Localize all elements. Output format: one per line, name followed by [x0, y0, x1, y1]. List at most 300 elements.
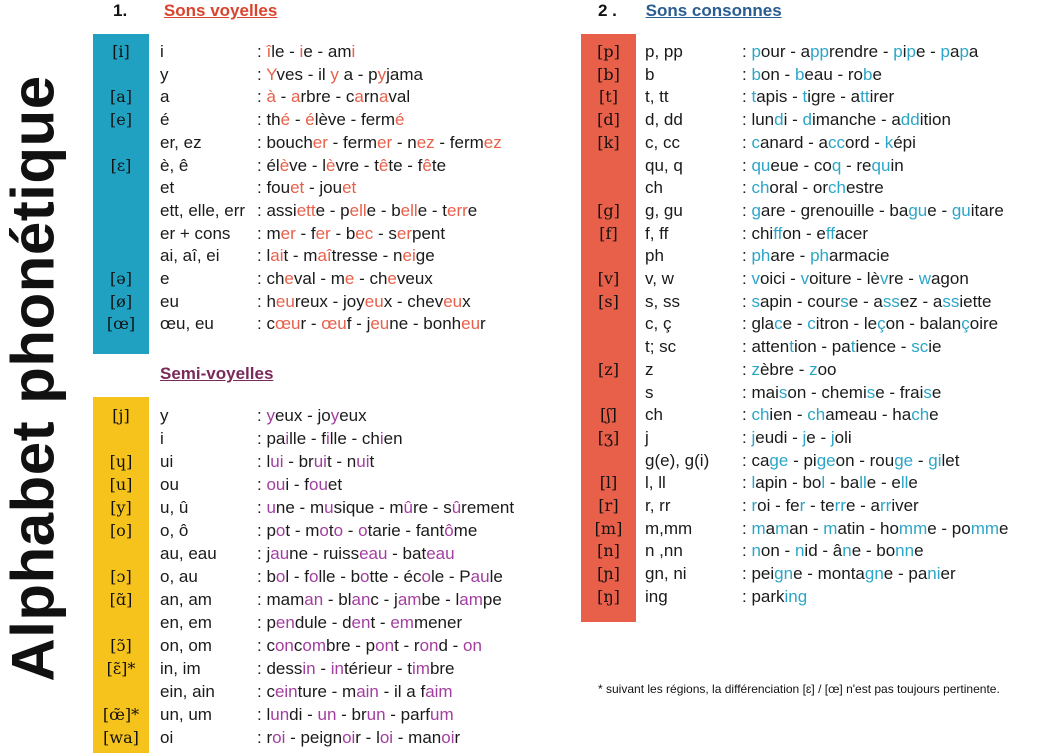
highlighted-letters: j [802, 427, 807, 447]
ipa-symbol: [ɔ] [110, 567, 132, 586]
highlighted-letters: ff [825, 223, 835, 243]
highlighted-letters: o [421, 567, 431, 586]
highlighted-letters: n [794, 541, 805, 561]
highlighted-letters: em [390, 613, 414, 632]
highlighted-letters: t [802, 87, 808, 107]
highlighted-letters: en [351, 613, 371, 632]
highlighted-letters: an [351, 590, 371, 609]
examples: : pour - apprendre - pipe - papa [742, 42, 979, 61]
highlighted-letters: ll [859, 473, 867, 493]
highlighted-letters: t [850, 337, 856, 357]
highlighted-letters: om [302, 636, 326, 655]
examples: : à - arbre - carnaval [257, 87, 411, 107]
highlighted-letters: cc [828, 132, 845, 152]
heading-vowels-number: 1. [113, 1, 128, 20]
grapheme: v, w [645, 269, 674, 288]
grapheme: qu, q [645, 155, 683, 175]
grapheme: n ,nn [645, 541, 683, 561]
ipa-symbol: [s] [598, 291, 619, 311]
highlighted-letters: p [959, 42, 969, 61]
highlighted-letters: err [446, 200, 468, 220]
highlighted-letters: ez [416, 132, 435, 152]
highlighted-letters: en [275, 613, 295, 632]
ipa-symbol: [ɲ] [597, 564, 620, 584]
highlighted-letters: ph [751, 246, 771, 266]
heading-vowels [113, 1, 277, 21]
grapheme: et [160, 178, 175, 198]
examples: : lundi - un - brun - parfum [257, 705, 454, 724]
highlighted-letters: œu [274, 314, 301, 334]
highlighted-letters: un [317, 705, 337, 724]
ipa-symbol: [k] [597, 132, 620, 152]
grapheme: é [160, 110, 170, 130]
highlighted-letters: on [375, 636, 395, 655]
highlighted-letters: v [800, 269, 810, 288]
examples: : heureux - joyeux - cheveux [257, 291, 471, 311]
highlighted-letters: ch [751, 178, 770, 198]
grapheme: b [645, 64, 655, 84]
grapheme: p, pp [645, 42, 683, 61]
highlighted-letters: i [299, 42, 304, 61]
grapheme: en, em [160, 613, 212, 632]
ipa-symbol: [ø] [109, 291, 133, 311]
highlighted-letters: ss [942, 291, 960, 311]
examples: : bon - beau - robe [742, 64, 882, 84]
grapheme: au, eau [160, 544, 217, 563]
grapheme: l, ll [645, 473, 666, 493]
examples: : phare - pharmacie [742, 246, 890, 266]
highlighted-letters: l [751, 473, 756, 493]
highlighted-letters: eu [364, 291, 384, 311]
examples: : chien - chameau - hache [742, 405, 939, 425]
grapheme: un, um [160, 705, 212, 724]
examples: : thé - élève - fermé [257, 110, 405, 130]
highlighted-letters: qu [751, 155, 771, 175]
highlighted-letters: eu [275, 291, 295, 311]
highlighted-letters: e [344, 269, 355, 288]
grapheme: ch [645, 405, 663, 425]
ipa-symbol: [l] [599, 473, 618, 493]
highlighted-letters: m [751, 518, 766, 538]
highlighted-letters: ss [882, 291, 900, 311]
highlighted-letters: er [280, 223, 296, 243]
examples: : cheval - me - cheveux [257, 269, 433, 288]
highlighted-letters: o [360, 567, 370, 586]
grapheme: y [160, 406, 169, 425]
highlighted-letters: gu [908, 200, 928, 220]
highlighted-letters: c [774, 314, 783, 334]
highlighted-letters: ll [900, 473, 909, 493]
examples: : élève - lèvre - tête - fête [257, 155, 447, 175]
highlighted-letters: w [918, 269, 931, 288]
highlighted-letters: i [379, 429, 384, 448]
highlighted-letters: s [840, 291, 849, 311]
highlighted-letters: ç [877, 314, 886, 334]
highlighted-letters: n [751, 541, 761, 561]
grapheme: c, ç [645, 314, 672, 334]
grapheme: ph [645, 246, 664, 266]
highlighted-letters: oi [272, 728, 286, 747]
highlighted-letters: k [884, 132, 894, 152]
examples: : pot - moto - otarie - fantôme [257, 521, 478, 540]
grapheme: oi [160, 728, 174, 747]
highlighted-letters: à [266, 87, 276, 107]
grapheme: ui [160, 452, 174, 471]
highlighted-letters: é [394, 110, 405, 130]
ipa-symbol: [t] [599, 87, 618, 107]
highlighted-letters: ge [894, 450, 914, 470]
ipa-symbol: [œ̃]* [102, 705, 140, 724]
highlighted-letters: aî [317, 246, 332, 266]
examples: : assiette - pelle - belle - terre [257, 200, 478, 220]
highlighted-letters: im [411, 659, 430, 678]
highlighted-letters: i [326, 429, 330, 448]
highlighted-letters: é [280, 110, 291, 130]
grapheme: s [645, 382, 654, 402]
highlighted-letters: am [459, 590, 483, 609]
highlighted-letters: on [463, 636, 482, 655]
ipa-symbol: [y] [110, 498, 132, 517]
highlighted-letters: ou [266, 475, 286, 494]
highlighted-letters: um [429, 705, 454, 724]
highlighted-letters: gn [864, 564, 884, 584]
grapheme: i [160, 429, 164, 448]
grapheme: s, ss [645, 291, 680, 311]
highlighted-letters: au [470, 567, 490, 586]
examples: : glace - citron - leçon - balançoire [742, 314, 999, 334]
examples: : oui - fouet [257, 475, 343, 494]
highlighted-letters: r [799, 496, 806, 515]
ipa-symbol: [ʒ] [597, 427, 620, 447]
highlighted-letters: et [290, 178, 305, 198]
grapheme: u, û [160, 498, 189, 517]
highlighted-letters: s [751, 291, 760, 311]
highlighted-letters: gu [951, 200, 971, 220]
ipa-symbol: [ʃ] [600, 405, 617, 425]
grapheme: y [160, 64, 169, 84]
examples: : yeux - joyeux [257, 406, 367, 425]
highlighted-letters: p [751, 42, 761, 61]
highlighted-letters: o [275, 521, 286, 540]
highlighted-letters: p [940, 42, 950, 61]
grapheme: j [645, 427, 649, 447]
highlighted-letters: b [751, 64, 761, 84]
highlighted-letters: o [275, 567, 286, 586]
highlighted-letters: i [285, 429, 290, 448]
grapheme: ett, elle, err [160, 200, 246, 220]
highlighted-letters: ê [378, 155, 389, 175]
ipa-symbol: [v] [597, 269, 620, 288]
highlighted-letters: l [821, 473, 826, 493]
highlighted-letters: mm [898, 518, 928, 538]
grapheme: ai, aî, ei [160, 246, 220, 266]
grapheme: g, gu [645, 200, 683, 220]
ipa-symbol: [a] [109, 87, 133, 107]
highlighted-letters: dd [900, 110, 920, 130]
highlighted-letters: u [324, 498, 334, 517]
examples: : fouet - jouet [257, 178, 357, 198]
grapheme: ing [645, 586, 668, 606]
grapheme: z [645, 359, 654, 379]
heading-semi-label: Semi-voyelles [160, 364, 274, 383]
highlighted-letters: ett [296, 200, 316, 220]
ipa-symbol: [i] [112, 42, 130, 61]
ipa-symbol: [b] [597, 64, 620, 84]
highlighted-letters: ein [274, 682, 298, 701]
highlighted-letters: sc [911, 337, 929, 357]
highlighted-letters: n [842, 541, 852, 561]
highlighted-letters: ei [402, 246, 416, 266]
highlighted-letters: ain [356, 682, 379, 701]
highlighted-letters: y [330, 64, 339, 84]
highlighted-letters: y [330, 406, 340, 425]
ipa-symbol: [ŋ] [597, 586, 620, 606]
examples: : concombre - pont - rond - on [257, 636, 482, 655]
examples: : sapin - course - assez - assiette [742, 291, 992, 311]
highlighted-letters: tt [860, 87, 870, 107]
heading-consonants-number: 2 . [598, 1, 617, 20]
examples: : cœur - œuf - jeune - bonheur [257, 314, 486, 334]
highlighted-letters: on [419, 636, 439, 655]
highlighted-letters: t [789, 337, 794, 357]
heading-consonants-label: Sons consonnes [645, 1, 782, 20]
highlighted-letters: am [397, 590, 422, 609]
highlighted-letters: ui [313, 452, 327, 471]
highlighted-letters: ou [308, 475, 328, 494]
examples: : lundi - dimanche - addition [742, 110, 951, 130]
highlighted-letters: ch [751, 405, 770, 425]
highlighted-letters: pp [810, 42, 829, 61]
grapheme: œu, eu [160, 314, 214, 334]
ipa-symbol: [z] [598, 359, 619, 379]
grapheme: g(e), g(i) [645, 450, 710, 470]
ipa-symbol: [g] [597, 200, 620, 220]
highlighted-letters: ge [816, 450, 836, 470]
highlighted-letters: û [403, 498, 413, 517]
highlighted-letters: ch [807, 405, 826, 425]
grapheme: f, ff [645, 223, 669, 243]
examples: : lait - maîtresse - neige [257, 246, 435, 266]
highlighted-letters: ing [784, 586, 808, 606]
highlighted-letters: rr [879, 496, 892, 515]
heading-consonants [598, 1, 782, 21]
highlighted-letters: o [309, 567, 319, 586]
examples: : roi - fer - terre - arriver [742, 496, 919, 515]
highlighted-letters: eu [370, 314, 390, 334]
highlighted-letters: c [807, 314, 816, 334]
highlighted-letters: ai [270, 246, 284, 266]
highlighted-letters: in [330, 659, 344, 678]
examples: : zèbre - zoo [742, 359, 837, 379]
ipa-symbol: [u] [109, 475, 133, 494]
ipa-symbol: [ə] [110, 269, 132, 288]
grapheme: eu [160, 291, 179, 311]
ipa-symbol: [j] [112, 406, 130, 425]
grapheme: e [160, 269, 170, 288]
examples: : jeudi - je - joli [742, 427, 852, 447]
examples: : maman - blanc - jambe - lampe [257, 590, 502, 609]
examples: : canard - accord - képi [742, 132, 916, 152]
ipa-symbol: [ɥ] [109, 452, 133, 471]
highlighted-letters: ç [961, 314, 970, 334]
highlighted-letters: eu [443, 291, 463, 311]
highlighted-letters: gi [928, 450, 942, 470]
ipa-symbol: [f] [599, 223, 618, 243]
highlighted-letters: œu [321, 314, 347, 334]
highlighted-letters: s [778, 382, 788, 402]
examples: : maison - chemise - fraise [742, 382, 942, 402]
grapheme: o, ô [160, 521, 189, 540]
grapheme: m,mm [645, 518, 693, 538]
examples: : parking [742, 586, 808, 606]
highlighted-letters: z [751, 359, 760, 379]
examples: : peigne - montagne - panier [742, 564, 956, 584]
highlighted-letters: g [751, 200, 761, 220]
highlighted-letters: î [266, 42, 272, 61]
highlighted-letters: un [270, 705, 290, 724]
highlighted-letters: eau [426, 544, 455, 563]
grapheme: t; sc [645, 337, 677, 357]
grapheme: gn, ni [645, 564, 687, 584]
grapheme: ou [160, 475, 179, 494]
grapheme: r, rr [645, 496, 671, 515]
highlighted-letters: y [266, 406, 275, 425]
examples: : voici - voiture - lèvre - wagon [742, 269, 969, 288]
highlighted-letters: v [879, 269, 889, 288]
highlighted-letters: er [396, 223, 412, 243]
highlighted-letters: ni [927, 564, 941, 584]
highlighted-letters: e [284, 269, 294, 288]
grapheme: i [160, 42, 164, 61]
highlighted-letters: i [351, 42, 356, 61]
highlighted-letters: ch [828, 178, 846, 198]
highlighted-letters: r [751, 496, 758, 515]
highlighted-letters: in [302, 659, 316, 678]
highlighted-letters: ell [400, 200, 418, 220]
examples: : une - musique - mûre - sûrement [257, 498, 515, 517]
highlighted-letters: er [315, 223, 331, 243]
grapheme: er, ez [160, 132, 202, 152]
highlighted-letters: ph [810, 246, 829, 266]
footnote: * suivant les régions, la différenciation [ɛ] / [œ] n'est pas toujours pertinente. [598, 682, 1000, 696]
highlighted-letters: é [305, 110, 315, 130]
ipa-symbol: [m] [594, 518, 623, 538]
grapheme: c, cc [645, 132, 680, 152]
highlighted-letters: qu [871, 155, 891, 175]
ipa-symbol: [ɑ̃] [109, 590, 133, 609]
ipa-symbol: [p] [597, 42, 620, 61]
grapheme: o, au [160, 567, 198, 586]
examples: : cage - pigeon - rouge - gilet [742, 450, 960, 470]
highlighted-letters: û [451, 498, 462, 517]
highlighted-letters: ui [270, 452, 284, 471]
examples: : mer - fer - bec - serpent [257, 223, 446, 243]
grapheme: ch [645, 178, 663, 198]
ipa-symbol: [ɛ̃]* [106, 659, 136, 678]
highlighted-letters: y [377, 64, 387, 84]
heading-vowels-label: Sons voyelles [163, 1, 278, 20]
highlighted-letters: q [831, 155, 842, 175]
ipa-symbol: [œ] [106, 314, 136, 334]
highlighted-letters: mm [970, 518, 1000, 538]
highlighted-letters: aim [425, 682, 453, 701]
examples: : roi - peignoir - loi - manoir [257, 728, 461, 747]
highlighted-letters: è [326, 155, 336, 175]
ipa-symbol: [n] [597, 541, 620, 561]
highlighted-letters: o [358, 521, 368, 540]
highlighted-letters: et [342, 178, 357, 198]
ipa-symbol: [d] [597, 110, 620, 130]
examples: : dessin - intérieur - timbre [257, 659, 455, 678]
examples: : lapin - bol - balle - elle [742, 473, 918, 493]
examples: : pendule - dent - emmener [257, 613, 463, 632]
highlighted-letters: nn [895, 541, 915, 561]
highlighted-letters: è [279, 155, 290, 175]
highlighted-letters: an [304, 590, 324, 609]
highlighted-letters: rr [834, 496, 846, 515]
examples: : boucher - fermer - nez - fermez [257, 132, 502, 152]
highlighted-letters: er [377, 132, 393, 152]
highlighted-letters: v [751, 269, 760, 288]
highlighted-letters: d [774, 110, 784, 130]
highlighted-letters: u [266, 498, 276, 517]
examples: : maman - matin - homme - pomme [742, 518, 1009, 538]
highlighted-letters: ec [355, 223, 374, 243]
highlighted-letters: ch [911, 405, 930, 425]
highlighted-letters: ff [773, 223, 783, 243]
grapheme: d, dd [645, 110, 683, 130]
ipa-symbol: [r] [598, 496, 619, 515]
grapheme: er + cons [160, 223, 231, 243]
examples: : lui - bruit - nuit [257, 452, 375, 471]
grapheme: ein, ain [160, 682, 215, 701]
highlighted-letters: o [319, 521, 329, 540]
ipa-symbol: [o] [109, 521, 133, 540]
highlighted-letters: j [751, 427, 756, 447]
examples: : queue - coq - requin [742, 155, 904, 175]
highlighted-letters: s [866, 382, 876, 402]
grapheme: in, im [160, 659, 201, 678]
heading-semi-vowels [160, 364, 273, 384]
highlighted-letters: z [809, 359, 818, 379]
highlighted-letters: a [291, 87, 301, 107]
examples: : non - nid - âne - bonne [742, 541, 924, 561]
ipa-symbol: [e] [110, 110, 132, 130]
examples: : choral - orchestre [742, 178, 884, 198]
examples: : paille - fille - chien [257, 429, 403, 448]
grapheme: a [160, 87, 170, 107]
highlighted-letters: b [794, 64, 805, 84]
highlighted-letters: eu [461, 314, 481, 334]
highlighted-letters: un [366, 705, 386, 724]
highlighted-letters: d [802, 110, 812, 130]
highlighted-letters: ge [769, 450, 789, 470]
highlighted-letters: t [751, 87, 757, 107]
highlighted-letters: e [387, 269, 397, 288]
highlighted-letters: j [830, 427, 835, 447]
highlighted-letters: oi [379, 728, 394, 747]
grapheme: è, ê [160, 155, 189, 175]
highlighted-letters: ell [349, 200, 367, 220]
examples: : île - ie - ami [257, 42, 356, 61]
highlighted-letters: ê [422, 155, 432, 175]
examples: : bol - folle - botte - école - Paule [257, 567, 503, 586]
highlighted-letters: b [863, 64, 873, 84]
highlighted-letters: on [274, 636, 294, 655]
highlighted-letters: oi [441, 728, 455, 747]
examples: : jaune - ruisseau - bateau [257, 544, 455, 563]
examples: : ceinture - main - il a faim [257, 682, 453, 701]
